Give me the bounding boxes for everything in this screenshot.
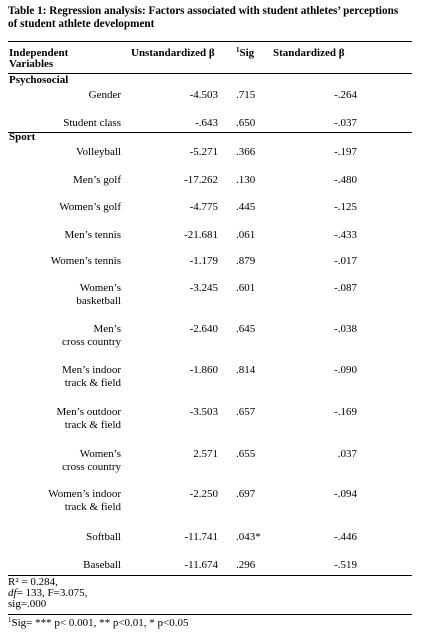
cell-standardized: -.017	[334, 255, 357, 267]
cell-standardized: -.433	[334, 229, 357, 241]
cell-unstandardized: -1.179	[189, 255, 218, 267]
row-label-line-1: Men’s indoor	[62, 364, 121, 376]
row-label	[57, 406, 121, 432]
row-label-line-1: Women’s	[79, 448, 121, 460]
cell-unstandardized: 2.571	[193, 448, 218, 460]
cell-standardized: .037	[337, 448, 357, 460]
row-label	[62, 364, 121, 390]
cell-unstandardized: -3.245	[189, 282, 218, 294]
row-label: Gender	[88, 89, 121, 101]
row-label: Men’s tennis	[64, 229, 121, 241]
cell-standardized: -.038	[334, 323, 357, 335]
footnote-rule	[8, 614, 412, 615]
row-label-line-2: basketball	[76, 295, 121, 307]
footnote-superscript: 1	[8, 616, 12, 624]
cell-sig: .445	[236, 201, 256, 213]
header-sig-label: Sig	[239, 47, 255, 59]
row-label-line-2: cross country	[62, 461, 121, 473]
footnote-significance-legend	[8, 618, 189, 629]
row-label: Women’s golf	[59, 201, 121, 213]
row-label-line-1: Women’s indoor	[48, 488, 121, 500]
cell-standardized: -.264	[334, 89, 357, 101]
cell-sig: .655	[236, 448, 256, 460]
row-label-line-2: track & field	[64, 419, 121, 431]
footnote-df-label: df	[8, 587, 17, 599]
footnote-r2: R² = 0.284,	[8, 576, 58, 588]
row-label	[62, 448, 121, 474]
cell-unstandardized: -11.741	[184, 531, 218, 543]
row-label: Baseball	[83, 559, 121, 571]
header-sig-superscript: 1	[236, 46, 240, 54]
cell-sig: .296	[236, 559, 256, 571]
row-label: Men’s golf	[73, 174, 121, 186]
bottom-rule	[8, 575, 412, 576]
row-label-line-2: track & field	[64, 377, 121, 389]
cell-unstandardized: -1.860	[189, 364, 218, 376]
cell-unstandardized: -2.640	[189, 323, 218, 335]
cell-standardized: -.087	[334, 282, 357, 294]
header-var-line-1: Independent	[9, 47, 69, 59]
row-label: Softball	[86, 531, 121, 543]
cell-unstandardized: -3.503	[189, 406, 218, 418]
header-var-line-2: Variables	[9, 58, 54, 70]
top-rule	[8, 41, 412, 42]
header-independent-variables	[9, 48, 68, 70]
cell-sig: .879	[236, 255, 256, 267]
caption-line-2: of student athlete development	[8, 18, 155, 30]
cell-sig: .814	[236, 364, 256, 376]
row-label-line-1: Men’s	[93, 323, 121, 335]
cell-unstandardized: -4.503	[189, 89, 218, 101]
cell-standardized: -.446	[334, 531, 357, 543]
cell-sig: .697	[236, 488, 256, 500]
row-label: Volleyball	[75, 146, 121, 158]
caption-line-1: Table 1: Regression analysis: Factors associated with student athletes’ perceptions	[8, 5, 399, 17]
header-sig	[236, 48, 254, 59]
cell-sig: .366	[236, 146, 256, 158]
cell-sig: .061	[236, 229, 256, 241]
cell-sig: .657	[236, 406, 256, 418]
cell-standardized: -.090	[334, 364, 357, 376]
cell-unstandardized: -17.262	[184, 174, 218, 186]
cell-unstandardized: -.643	[195, 117, 218, 129]
footnote-sig: sig=.000	[8, 598, 47, 610]
cell-standardized: -.094	[334, 488, 357, 500]
cell-sig: .645	[236, 323, 256, 335]
cell-unstandardized: -2.250	[189, 488, 218, 500]
section-psychosocial: Psychosocial	[9, 74, 69, 86]
section-sport: Sport	[9, 131, 36, 143]
cell-sig: .715	[236, 89, 256, 101]
cell-standardized: -.480	[334, 174, 357, 186]
section-rule	[8, 132, 412, 133]
header-rule	[8, 73, 412, 74]
header-standardized-beta: Standardized β	[273, 47, 345, 59]
cell-unstandardized: -11.674	[184, 559, 218, 571]
footnote-significance-text: Sig= *** p< 0.001, ** p<0.01, * p<0.05	[11, 617, 189, 629]
cell-standardized: -.169	[334, 406, 357, 418]
row-label-line-1: Women’s	[79, 282, 121, 294]
footnote-df-value: = 133, F=3.075,	[16, 587, 88, 599]
row-label	[76, 282, 121, 308]
cell-standardized: -.197	[334, 146, 357, 158]
cell-standardized: -.125	[334, 201, 357, 213]
cell-sig: .650	[236, 117, 256, 129]
cell-standardized: -.519	[334, 559, 357, 571]
row-label-line-2: track & field	[64, 501, 121, 513]
header-unstandardized-beta: Unstandardized β	[131, 47, 215, 59]
cell-unstandardized: -4.775	[189, 201, 218, 213]
row-label	[48, 488, 121, 514]
cell-unstandardized: -5.271	[189, 146, 218, 158]
cell-sig: .130	[236, 174, 256, 186]
table-caption	[8, 5, 432, 31]
row-label: Women’s tennis	[50, 255, 121, 267]
cell-unstandardized: -21.681	[184, 229, 218, 241]
row-label: Student class	[63, 117, 121, 129]
row-label	[62, 323, 121, 349]
cell-sig: .601	[236, 282, 256, 294]
row-label-line-1: Men’s outdoor	[56, 406, 121, 418]
cell-standardized: -.037	[334, 117, 357, 129]
row-label-line-2: cross country	[62, 336, 121, 348]
cell-sig: .043*	[236, 531, 261, 543]
